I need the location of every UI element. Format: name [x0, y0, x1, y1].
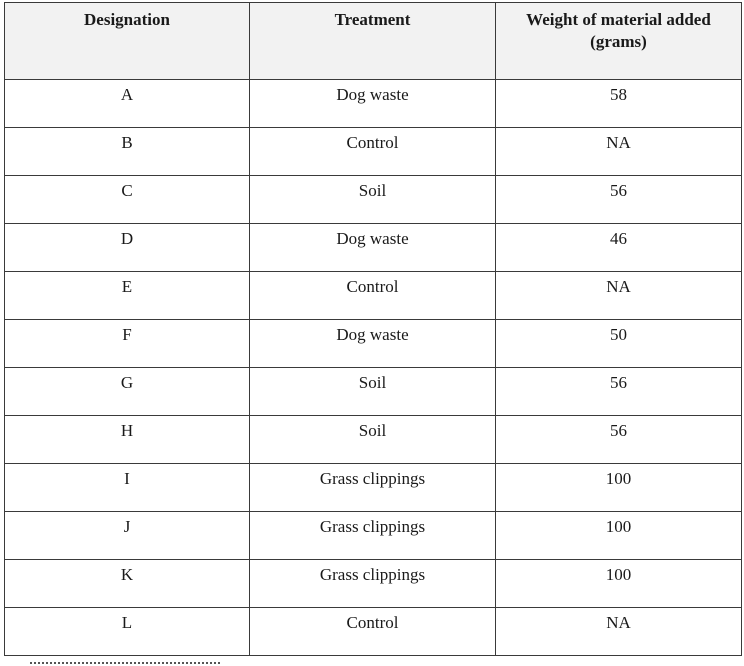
cell-weight: 58	[496, 80, 742, 128]
cell-treatment: Grass clippings	[250, 512, 496, 560]
table-row	[5, 368, 742, 416]
cell-weight: 56	[496, 416, 742, 464]
cell-treatment: Control	[250, 272, 496, 320]
cell-weight: 100	[496, 464, 742, 512]
cell-weight: 100	[496, 512, 742, 560]
data-table-container	[4, 2, 741, 656]
header-weight: Weight of material added (grams)	[496, 3, 742, 80]
cell-designation: D	[5, 224, 250, 272]
table-row	[5, 224, 742, 272]
cell-weight: 100	[496, 560, 742, 608]
cell-treatment: Control	[250, 608, 496, 656]
cell-designation: L	[5, 608, 250, 656]
table-header	[5, 3, 742, 80]
cell-treatment: Grass clippings	[250, 464, 496, 512]
cell-designation: H	[5, 416, 250, 464]
table-body	[5, 80, 742, 656]
cell-weight: 56	[496, 176, 742, 224]
cell-treatment: Soil	[250, 416, 496, 464]
header-designation: Designation	[5, 3, 250, 80]
cell-designation: G	[5, 368, 250, 416]
cell-treatment: Dog waste	[250, 224, 496, 272]
header-row	[5, 3, 742, 80]
cell-treatment: Soil	[250, 368, 496, 416]
cell-treatment: Grass clippings	[250, 560, 496, 608]
table-row	[5, 512, 742, 560]
table-row	[5, 560, 742, 608]
cell-designation: E	[5, 272, 250, 320]
table-row	[5, 320, 742, 368]
cell-weight: 50	[496, 320, 742, 368]
cell-designation: F	[5, 320, 250, 368]
table-row	[5, 608, 742, 656]
table-row	[5, 176, 742, 224]
cell-designation: A	[5, 80, 250, 128]
cell-weight: NA	[496, 608, 742, 656]
cell-designation: I	[5, 464, 250, 512]
cell-weight: NA	[496, 128, 742, 176]
table-row	[5, 416, 742, 464]
cell-treatment: Dog waste	[250, 320, 496, 368]
cell-treatment: Control	[250, 128, 496, 176]
cell-treatment: Soil	[250, 176, 496, 224]
table-row	[5, 272, 742, 320]
table-row	[5, 80, 742, 128]
cell-weight: NA	[496, 272, 742, 320]
cell-weight: 56	[496, 368, 742, 416]
cell-treatment: Dog waste	[250, 80, 496, 128]
cell-designation: K	[5, 560, 250, 608]
cell-designation: J	[5, 512, 250, 560]
header-treatment: Treatment	[250, 3, 496, 80]
cell-designation: B	[5, 128, 250, 176]
cell-weight: 46	[496, 224, 742, 272]
table-row	[5, 464, 742, 512]
table-row	[5, 128, 742, 176]
treatment-table	[4, 2, 742, 656]
cropped-text-line	[30, 662, 220, 664]
cell-designation: C	[5, 176, 250, 224]
